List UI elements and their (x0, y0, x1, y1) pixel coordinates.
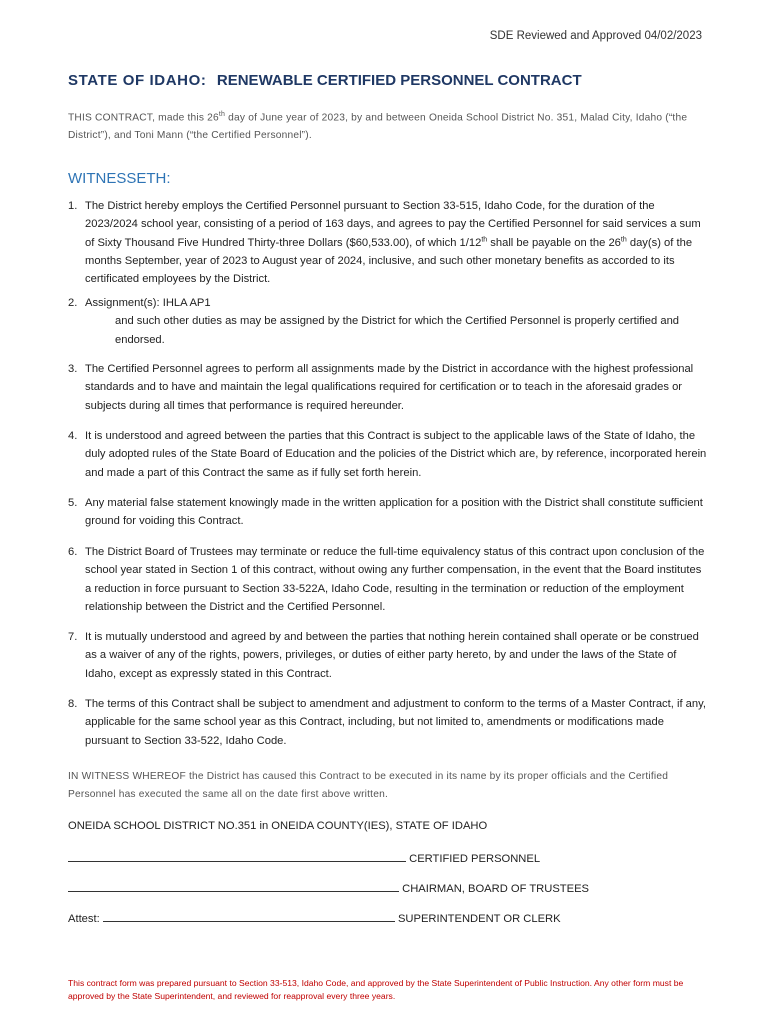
signature-field-certified[interactable] (68, 850, 406, 862)
clause-3 (68, 360, 708, 427)
clause-6-text: The District Board of Trustees may terminate or reduce the full-time equivalency status of this contract upon conclusion of the school year stated in Section 1 of this contract, without owing any further compensation, in the event that the Board institutes a reduction in force pursuant to Section 33-522A, Idaho Code, resulting in the termination or reduction of the employment relationship between the District and the Certified Personnel. (85, 546, 705, 613)
contract-intro (68, 106, 708, 145)
witnesseth-heading: WITNESSETH: (68, 170, 171, 187)
clause-number: 1. (68, 200, 78, 212)
clause-5-text: Any material false statement knowingly made in the written application for a position with the District shall constitute sufficient ground for voiding this Contract. (85, 497, 703, 528)
clause-8-text: The terms of this Contract shall be subject to amendment and adjustment to conform to the terms of a Master Contract, if any, applicable for the same school year as this Contract, including, but not limited to, amendments or modifications made pursuant to Section 33-522, Idaho Code. (85, 698, 706, 747)
clause-1-text-b: shall be payable on the 26 (487, 236, 621, 249)
clause-number: 6. (68, 546, 78, 558)
clause-list (68, 197, 708, 755)
signature-label-certified: CERTIFIED PERSONNEL (409, 853, 541, 865)
district-line: ONEIDA SCHOOL DISTRICT NO.351 in ONEIDA COUNTY(IES), STATE OF IDAHO (68, 820, 488, 832)
intro-sup: th (218, 111, 226, 118)
document-title (68, 72, 582, 90)
signature-field-superintendent[interactable] (103, 910, 395, 922)
signature-line-certified (68, 850, 540, 865)
clause-1 (68, 197, 708, 294)
assignment-line: Assignment(s): IHLA AP1 (85, 297, 211, 309)
signature-line-attest (68, 910, 561, 925)
signature-line-chairman (68, 880, 589, 895)
clause-number: 3. (68, 363, 78, 375)
signature-field-chairman[interactable] (68, 880, 399, 892)
footer-note: This contract form was prepared pursuant to Section 33-513, Idaho Code, and approved by the State Superintendent of Public Instruction. Any other form must be approved by the State Superintendent, and reviewed for reapproval every three years. (68, 978, 684, 1001)
clause-number: 2. (68, 297, 78, 309)
title-main: RENEWABLE CERTIFIED PERSONNEL CONTRACT (216, 72, 582, 89)
clause-1-text-a: The District hereby employs the Certified Personnel pursuant to Section 33-515, Idaho Code, for the duration of the 2023/2024 school year, consisting of a period of 163 days, and agrees to pay the Certified Personnel for said services a sum of Sixty Thousand Five Hundred Thirty-three Dollars ($60,533.00), of which 1/12 (85, 200, 701, 249)
title-state: STATE OF IDAHO: (68, 72, 207, 89)
clause-6 (68, 543, 708, 628)
clause-7 (68, 628, 708, 695)
clause-7-text: It is mutually understood and agreed by and between the parties that nothing herein contained shall operate or be construed as a waiver of any of the rights, powers, privileges, or duties of either party hereto, by and under the laws of the State of Idaho, except as expressly stated in this Contract. (85, 631, 699, 680)
assignment-duties: and such other duties as may be assigned by the District for which the Certified Personnel is properly certified and endorsed. (115, 315, 680, 346)
clause-1-sup-2: th (620, 235, 627, 243)
clause-number: 8. (68, 698, 78, 710)
clause-8 (68, 695, 708, 755)
attest-label: Attest: (68, 913, 100, 925)
intro-text-1: THIS CONTRACT, made this 26 (68, 112, 219, 124)
clause-1-text-c: day(s) of the months September, year of 2023 to August year of 2024, inclusive, and such other monetary benefits as accorded to its certificated employees by the District. (85, 236, 693, 286)
signature-label-superintendent: SUPERINTENDENT OR CLERK (397, 913, 561, 925)
clause-number: 5. (68, 497, 78, 509)
clause-2 (68, 294, 708, 360)
in-witness-statement: IN WITNESS WHEREOF the District has caused this Contract to be executed in its name by its proper officials and the Certified Personnel has executed the same all on the date first above written. (68, 771, 669, 800)
intro-text-2: day of June year of 2023, by and between Oneida School District No. 351, Malad City, Idaho (“the District”), and Toni Mann (“the Certified Personnel”). (68, 112, 688, 142)
approval-stamp-text: SDE Reviewed and Approved 04/02/2023 (489, 30, 702, 42)
clause-5 (68, 494, 708, 543)
clause-number: 7. (68, 631, 78, 643)
clause-4-text: It is understood and agreed between the parties that this Contract is subject to the applicable laws of the State of Idaho, the duly adopted rules of the State Board of Education and the policies of the District which are, by reference, incorporated herein and made a part of this Contract the same as if fully set forth herein. (85, 430, 707, 479)
clause-1-sup-1: th (481, 235, 488, 243)
clause-3-text: The Certified Personnel agrees to perform all assignments made by the District in accordance with the highest professional standards and to have and maintain the legal qualifications required for certification or to teach in the aforesaid grades or subjects during all times that performance is required hereunder. (85, 363, 694, 412)
clause-number: 4. (68, 430, 78, 442)
signature-label-chairman: CHAIRMAN, BOARD OF TRUSTEES (402, 883, 590, 895)
clause-4 (68, 427, 708, 494)
